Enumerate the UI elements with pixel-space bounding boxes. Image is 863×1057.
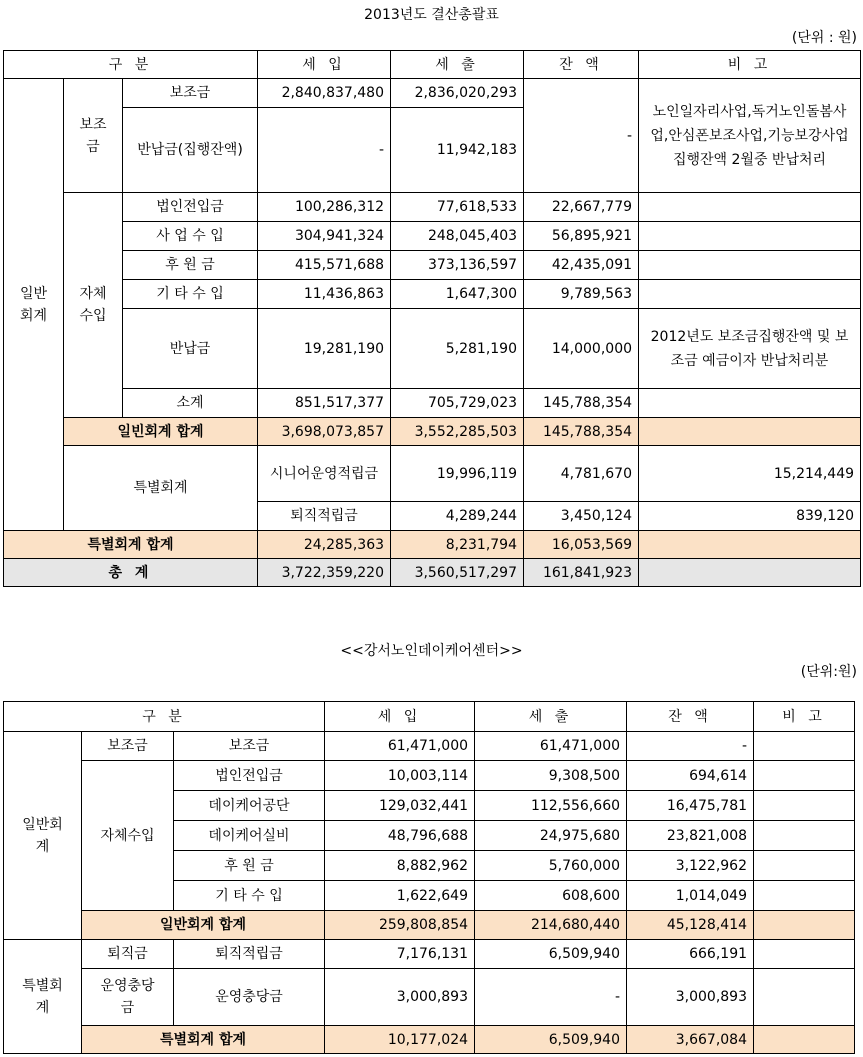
cell-note (639, 389, 861, 418)
cell-balance: - (524, 79, 639, 193)
own-income-group-label: 자체 수입 (64, 193, 123, 418)
summary-table-2013 (3, 50, 861, 587)
cell-note (754, 940, 855, 969)
cell-balance: 3,667,084 (627, 1026, 754, 1054)
cell-balance: 14,000,000 (524, 309, 639, 389)
cell-balance: 16,475,781 (627, 791, 754, 821)
cell-expense: 1,647,300 (391, 280, 524, 309)
cell-note (754, 761, 855, 791)
special-sum-label: 특별회계 합계 (82, 1026, 325, 1054)
group-label: 퇴직금 (82, 940, 174, 969)
table1-title: 2013년도 결산총괄표 (364, 7, 499, 23)
row-label: 시니어운영적립금 (258, 446, 391, 502)
special-account-label: 특별회 계 (4, 940, 82, 1054)
cell-balance: 1,014,049 (627, 881, 754, 911)
cell-expense: 24,975,680 (475, 821, 627, 851)
cell-balance: 15,214,449 (639, 446, 861, 502)
header-balance: 잔 액 (524, 51, 639, 79)
cell-income: 2,840,837,480 (258, 79, 391, 108)
header-income: 세 입 (325, 702, 475, 732)
cell-income: 8,882,962 (325, 851, 475, 881)
table2-title: <<강서노인데이케어센터>> (340, 643, 523, 659)
cell-expense: 248,045,403 (391, 222, 524, 251)
cell-expense: 61,471,000 (475, 732, 627, 761)
cell-balance: 145,788,354 (524, 418, 639, 446)
cell-expense: 5,760,000 (475, 851, 627, 881)
header-expense: 세 출 (391, 51, 524, 79)
cell-balance: 839,120 (639, 502, 861, 531)
cell-income: 61,471,000 (325, 732, 475, 761)
general-sum-label: 일빈회계 합계 (64, 418, 258, 446)
cell-income: 259,808,854 (325, 911, 475, 940)
general-account-label: 일반회 계 (4, 732, 82, 940)
cell-balance: 42,435,091 (524, 251, 639, 280)
cell-balance: 666,191 (627, 940, 754, 969)
row-label: 퇴직적립금 (174, 940, 325, 969)
cell-note (639, 222, 861, 251)
cell-expense: 3,450,124 (524, 502, 639, 531)
cell-income: 415,571,688 (258, 251, 391, 280)
cell-expense: 3,552,285,503 (391, 418, 524, 446)
general-sum-label: 일반회계 합계 (82, 911, 325, 940)
cell-note (754, 881, 855, 911)
cell-expense: - (475, 969, 627, 1026)
row-label: 법인전입금 (123, 193, 258, 222)
cell-expense: 9,308,500 (475, 761, 627, 791)
cell-income: 3,000,893 (325, 969, 475, 1026)
cell-income: 3,722,359,220 (258, 559, 391, 587)
grand-total-label: 총 계 (4, 559, 258, 587)
group-label: 운영충당 금 (82, 969, 174, 1026)
cell-income: 10,177,024 (325, 1026, 475, 1054)
row-label: 데이케어공단 (174, 791, 325, 821)
special-sum-label: 특별회계 합계 (4, 531, 258, 559)
cell-note: 노인일자리사업,독거노인돌봄사업,안심폰보조사업,기능보강사업 집행잔액 2월중 반납처리 (639, 79, 861, 193)
cell-income: 100,286,312 (258, 193, 391, 222)
cell-note (639, 559, 861, 587)
table1-unit: (단위 : 원) (791, 30, 857, 46)
cell-expense: 3,560,517,297 (391, 559, 524, 587)
row-label: 사 업 수 입 (123, 222, 258, 251)
group-label: 보조금 (82, 732, 174, 761)
cell-income: 1,622,649 (325, 881, 475, 911)
cell-note (754, 791, 855, 821)
cell-balance: 23,821,008 (627, 821, 754, 851)
cell-expense: 214,680,440 (475, 911, 627, 940)
header-note: 비 고 (639, 51, 861, 79)
row-label: 보조금 (123, 79, 258, 108)
cell-expense: 77,618,533 (391, 193, 524, 222)
general-account-label: 일반 회계 (4, 79, 64, 531)
cell-note (639, 193, 861, 222)
cell-note: 2012년도 보조금집행잔액 및 보조금 예금이자 반납처리분 (639, 309, 861, 389)
cell-balance: 9,789,563 (524, 280, 639, 309)
cell-balance: 56,895,921 (524, 222, 639, 251)
row-label: 보조금 (174, 732, 325, 761)
header-division: 구 분 (4, 702, 325, 732)
row-label: 법인전입금 (174, 761, 325, 791)
cell-balance: 3,122,962 (627, 851, 754, 881)
cell-balance: 45,128,414 (627, 911, 754, 940)
cell-income: 304,941,324 (258, 222, 391, 251)
cell-note (639, 531, 861, 559)
cell-expense: 2,836,020,293 (391, 79, 524, 108)
cell-note (754, 969, 855, 1026)
cell-expense: 5,281,190 (391, 309, 524, 389)
cell-income: 19,281,190 (258, 309, 391, 389)
cell-income: 11,436,863 (258, 280, 391, 309)
cell-income: 4,289,244 (391, 502, 524, 531)
cell-note (639, 280, 861, 309)
cell-expense: 705,729,023 (391, 389, 524, 418)
row-label: 소계 (123, 389, 258, 418)
cell-income: 3,698,073,857 (258, 418, 391, 446)
special-account-label: 특별회계 (64, 446, 258, 531)
cell-income: 851,517,377 (258, 389, 391, 418)
cell-expense: 608,600 (475, 881, 627, 911)
cell-income: - (258, 108, 391, 193)
cell-expense: 8,231,794 (391, 531, 524, 559)
row-label: 반납금(집행잔액) (123, 108, 258, 193)
cell-income: 48,796,688 (325, 821, 475, 851)
row-label: 반납금 (123, 309, 258, 389)
row-label: 기 타 수 입 (174, 881, 325, 911)
cell-expense: 373,136,597 (391, 251, 524, 280)
row-label: 후 원 금 (123, 251, 258, 280)
cell-balance: 3,000,893 (627, 969, 754, 1026)
cell-balance: 161,841,923 (524, 559, 639, 587)
cell-income: 10,003,114 (325, 761, 475, 791)
cell-note (754, 851, 855, 881)
header-note: 비 고 (754, 702, 855, 732)
row-label: 운영충당금 (174, 969, 325, 1026)
cell-note (639, 418, 861, 446)
cell-income: 7,176,131 (325, 940, 475, 969)
cell-income: 129,032,441 (325, 791, 475, 821)
row-label: 데이케어실비 (174, 821, 325, 851)
cell-note (754, 911, 855, 940)
header-balance: 잔 액 (627, 702, 754, 732)
cell-expense: 6,509,940 (475, 940, 627, 969)
daycare-center-table (3, 701, 855, 1054)
cell-expense: 6,509,940 (475, 1026, 627, 1054)
own-income-group-label: 자체수입 (82, 761, 174, 911)
subsidy-group-label: 보조 금 (64, 79, 123, 193)
cell-expense: 4,781,670 (524, 446, 639, 502)
cell-expense: 11,942,183 (391, 108, 524, 193)
cell-balance: 145,788,354 (524, 389, 639, 418)
cell-balance: 16,053,569 (524, 531, 639, 559)
cell-note (754, 821, 855, 851)
cell-note (754, 1026, 855, 1054)
header-division: 구 분 (4, 51, 258, 79)
header-income: 세 입 (258, 51, 391, 79)
row-label: 후 원 금 (174, 851, 325, 881)
cell-note (754, 732, 855, 761)
cell-balance: 22,667,779 (524, 193, 639, 222)
cell-balance: 694,614 (627, 761, 754, 791)
cell-income: 19,996,119 (391, 446, 524, 502)
cell-expense: 112,556,660 (475, 791, 627, 821)
row-label: 기 타 수 입 (123, 280, 258, 309)
row-label: 퇴직적립금 (258, 502, 391, 531)
cell-income: 24,285,363 (258, 531, 391, 559)
cell-note (639, 251, 861, 280)
table2-unit: (단위:원) (800, 664, 857, 680)
header-expense: 세 출 (475, 702, 627, 732)
cell-balance: - (627, 732, 754, 761)
